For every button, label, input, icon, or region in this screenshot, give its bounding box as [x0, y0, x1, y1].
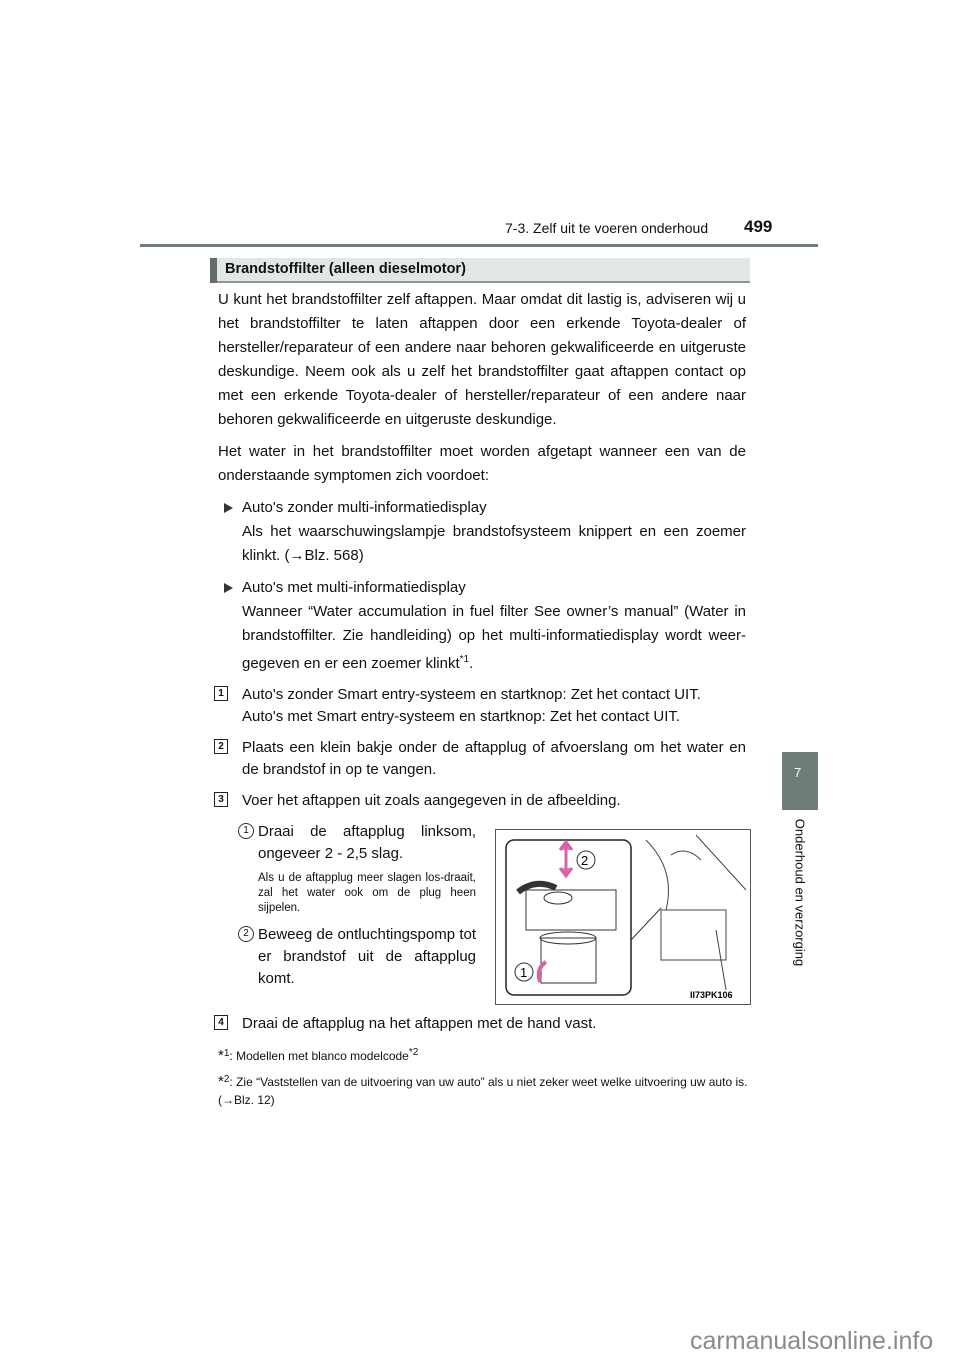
step-4 [218, 1013, 746, 1035]
step-text: Auto's met Smart entry-systeem en startknop: Zet het contact UIT. [242, 708, 681, 725]
symptoms-paragraph: Het water in het brandstoffilter moet worden afgetapt wanneer een van de onderstaande symptomen zich voordoet: [218, 443, 746, 484]
bullet-item [218, 496, 746, 568]
step-number: 3 [214, 792, 228, 807]
chapter-number: 7 [794, 765, 802, 780]
section-heading [210, 258, 750, 283]
substep-2 [238, 924, 476, 990]
callout-2: 2 [581, 853, 589, 868]
circled-number: 2 [238, 926, 254, 942]
fuel-filter-drawing [496, 830, 750, 1004]
fuel-filter-illustration [495, 829, 751, 1005]
chapter-tab[interactable] [782, 752, 818, 810]
watermark: carmanualsonline.info [690, 1327, 934, 1355]
asterisk: * [218, 1073, 224, 1090]
step-number: 1 [214, 686, 228, 701]
step-text: Auto's zonder Smart entry-systeem en startknop: Zet het contact UIT. [242, 686, 701, 703]
period: . [469, 655, 474, 672]
step-1 [218, 684, 746, 728]
footnote-index: 1 [223, 1048, 230, 1059]
substeps-area [218, 821, 746, 1007]
bullet-title: Auto's zonder multi-informatiedisplay [242, 499, 487, 516]
step-text: Draai de aftapplug na het aftappen met de hand vast. [242, 1015, 597, 1032]
bullet-item [218, 576, 746, 676]
footnote-2 [218, 1071, 758, 1109]
callout-1: 1 [520, 965, 528, 980]
footnote-index: 2 [223, 1074, 230, 1085]
header-rule [140, 244, 818, 247]
heading-text: Brandstoffilter (alleen dieselmotor) [225, 261, 466, 277]
chapter-title: Onderhoud en verzorging [792, 818, 808, 967]
substep-note: Als u de aftapplug meer slagen los-draait, zal het water ook om de plug heen sijpelen. [258, 872, 476, 914]
bullet-text: Wanneer “Water accumulation in fuel filter See owner’s manual” (Water in brandstoffilter. Zie handleiding) op het multi-informatiedisplay wordt weer-gegeven en er een zoemer klinkt [242, 603, 746, 672]
page-number: 499 [744, 217, 773, 236]
section-title: 7-3. Zelf uit te voeren onderhoud [505, 220, 709, 236]
content-column [218, 288, 746, 1115]
triangle-bullet-icon [224, 503, 233, 513]
footnote-ref: *1 [459, 654, 470, 665]
circled-number: 1 [238, 823, 254, 839]
substep-text: Beweeg de ontluchtingspomp tot er brandstof uit de aftapplug komt. [258, 926, 476, 987]
illustration-code: II73PK106 [690, 990, 733, 1000]
step-2 [218, 737, 746, 781]
substep-1 [238, 821, 476, 865]
bullet-title: Auto's met multi-informatiedisplay [242, 579, 466, 596]
step-3 [218, 790, 746, 812]
triangle-bullet-icon [224, 583, 233, 593]
footnote-text: : Zie “Vaststellen van de uitvoering van uw auto” als u niet zeker weet welke uitvoering uw auto is. (→Blz. 12) [218, 1075, 748, 1107]
step-number: 2 [214, 739, 228, 754]
footnote-1 [218, 1044, 758, 1065]
bullet-text: Als het waarschuwingslampje brandstofsysteem knippert en een zoemer klinkt. (→Blz. 568) [242, 523, 746, 564]
step-text: Voer het aftappen uit zoals aangegeven in de afbeelding. [242, 792, 621, 809]
substep-text: Draai de aftapplug linksom, ongeveer 2 - 2,5 slag. [258, 823, 476, 862]
step-number: 4 [214, 1015, 228, 1030]
intro-paragraph: U kunt het brandstoffilter zelf aftappen. Maar omdat dit lastig is, adviseren wij u het brandstoffilter te laten aftappen door een erkende Toyota-dealer of hersteller/reparateur of een andere naar behoren gekwalificeerde en uitgeruste deskundige. Neem ook als u zelf het brandstoffilter gaat aftappen contact op met een erkende Toyota-dealer of hersteller/reparateur of een andere naar behoren gekwalificeerde en uitgeruste deskundige. [218, 291, 746, 428]
footnote-text: : Modellen met blanco modelcode [229, 1049, 409, 1063]
step-text: Plaats een klein bakje onder de aftapplug of afvoerslang om het water en de brandstof in op te vangen. [242, 739, 746, 778]
asterisk: * [218, 1047, 224, 1064]
footnote-ref: *2 [408, 1047, 419, 1058]
